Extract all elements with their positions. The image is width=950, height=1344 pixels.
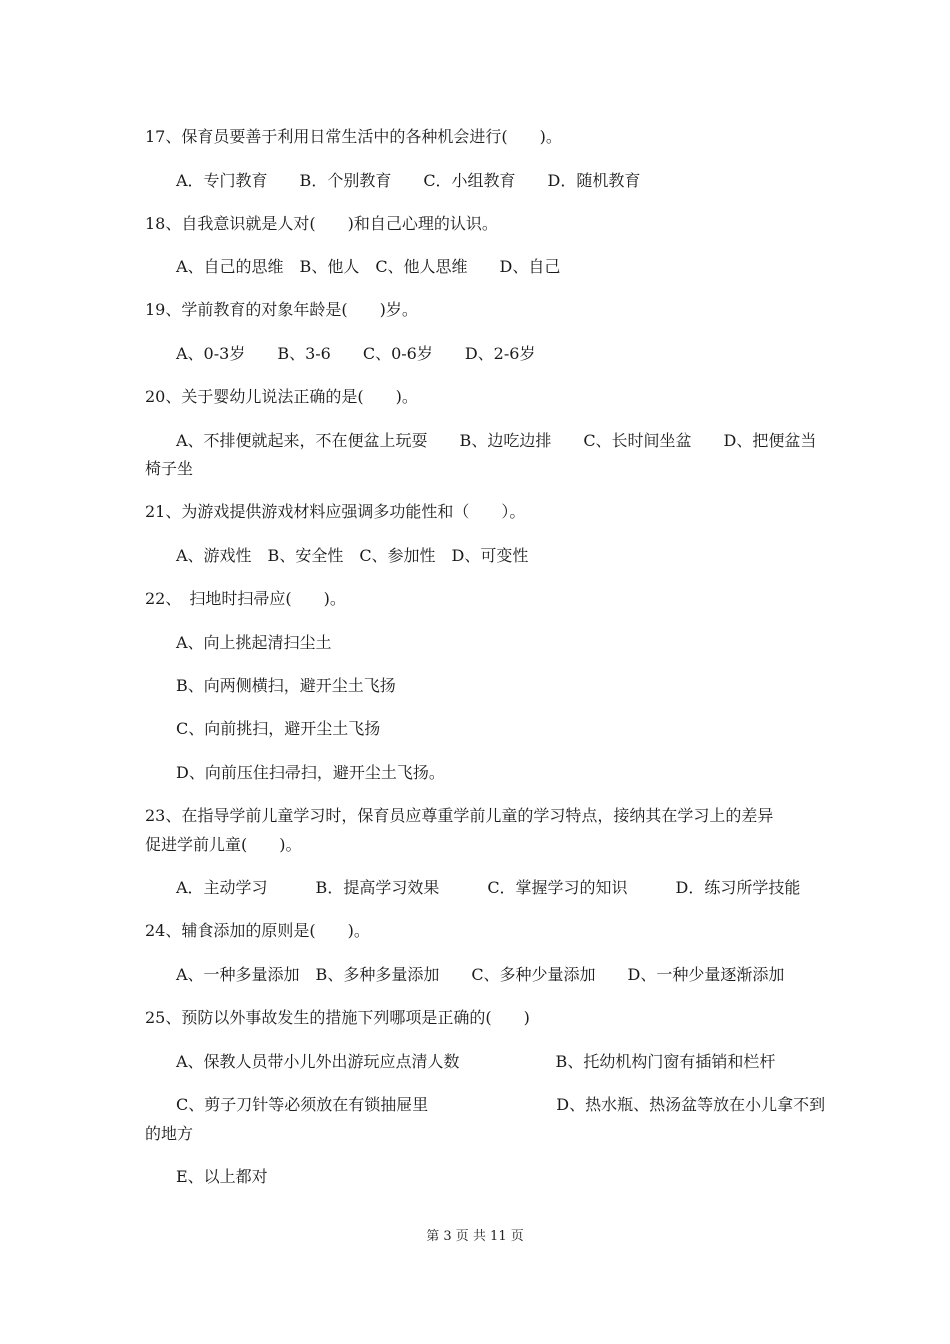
question-22-option-c: C、向前挑扫，避开尘土飞扬 [176, 719, 381, 738]
question-19-options: A、0-3岁 B、3-6 C、0-6岁 D、2-6岁 [176, 344, 536, 363]
question-25-text: 25、预防以外事故发生的措施下列哪项是正确的( ) [145, 1008, 530, 1027]
question-21-text: 21、为游戏提供游戏材料应强调多功能性和（ ）。 [145, 502, 526, 521]
question-20-text: 20、关于婴幼儿说法正确的是( )。 [145, 387, 418, 406]
question-23-text-line1: 23、在指导学前儿童学习时，保育员应尊重学前儿童的学习特点，接纳其在学习上的差异 [145, 806, 774, 825]
question-23-options: A．主动学习 B．提高学习效果 C．掌握学习的知识 D．练习所学技能 [176, 878, 801, 897]
question-19-text: 19、学前教育的对象年龄是( )岁。 [145, 300, 418, 319]
question-20-options-line1: A、不排便就起来，不在便盆上玩耍 B、边吃边排 C、长时间坐盆 D、把便盆当 [176, 431, 817, 450]
question-22-option-b: B、向两侧横扫，避开尘土飞扬 [176, 676, 396, 695]
question-17-options: A．专门教育 B．个别教育 C．小组教育 D．随机教育 [176, 171, 641, 190]
question-24-options: A、一种多量添加 B、多种多量添加 C、多种少量添加 D、一种少量逐渐添加 [176, 965, 785, 984]
question-22-option-a: A、向上挑起清扫尘土 [176, 633, 332, 652]
question-25-options-ab: A、保教人员带小儿外出游玩应点清人数 B、托幼机构门窗有插销和栏杆 [176, 1052, 776, 1071]
question-25-option-e: E、以上都对 [176, 1167, 268, 1186]
question-25-options-cd: C、剪子刀针等必须放在有锁抽屉里 D、热水瓶、热汤盆等放在小儿拿不到 [176, 1095, 826, 1114]
question-24-text: 24、辅食添加的原则是( )。 [145, 921, 370, 940]
question-20-options-line2: 椅子坐 [145, 459, 194, 478]
question-18-options: A、自己的思维 B、他人 C、他人思维 D、自己 [176, 257, 561, 276]
question-25-options-cd-cont: 的地方 [145, 1124, 194, 1143]
question-23-text-line2: 促进学前儿童( )。 [145, 835, 302, 854]
question-22-text: 22、 扫地时扫帚应( )。 [145, 589, 346, 608]
question-17-text: 17、保育员要善于利用日常生活中的各种机会进行( )。 [145, 127, 562, 146]
question-18-text: 18、自我意识就是人对( )和自己心理的认识。 [145, 214, 498, 233]
question-22-option-d: D、向前压住扫帚扫，避开尘土飞扬。 [176, 763, 445, 782]
question-21-options: A、游戏性 B、安全性 C、参加性 D、可变性 [176, 546, 529, 565]
page-number-footer: 第 3 页 共 11 页 [426, 1229, 524, 1244]
